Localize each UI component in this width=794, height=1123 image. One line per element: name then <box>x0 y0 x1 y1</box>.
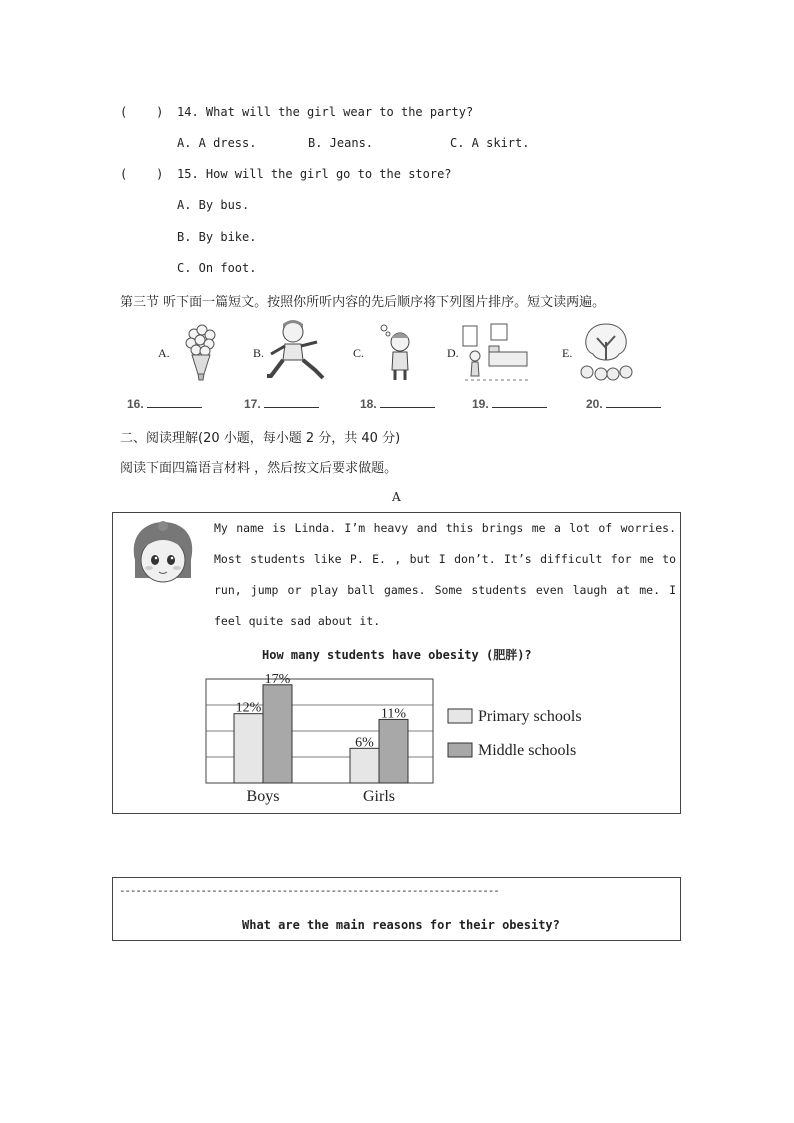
picture-letter-c: C. <box>353 346 365 360</box>
obesity-bar-chart <box>195 672 615 812</box>
bar-data-label: 11% <box>380 706 407 722</box>
picture-letter-b: B. <box>253 346 265 360</box>
q14-option-c: C. A skirt. <box>450 136 530 150</box>
blank-17[interactable] <box>244 397 319 411</box>
q15-option-c: C. On foot. <box>177 261 257 275</box>
flower-bouquet-icon <box>180 322 222 384</box>
legend-label: Middle schools <box>478 742 577 759</box>
reading-instruction: 阅读下面四篇语言材料 ，然后按文后要求做题。 <box>120 461 398 476</box>
reading-heading: 二、阅读理解(20 小题，每小题 2 分，共 40 分) <box>120 431 401 446</box>
divider-dashes: ---------------------------------------------------------------------- <box>119 884 499 897</box>
answer-line[interactable] <box>606 397 661 408</box>
bar-data-label: 17% <box>264 672 291 687</box>
sick-boy-icon <box>376 320 416 384</box>
girl-face-icon <box>127 520 199 588</box>
tree-family-icon <box>575 320 637 386</box>
messy-bedroom-icon <box>461 322 533 384</box>
passage-label: A <box>392 490 401 504</box>
picture-letter-e: E. <box>562 346 573 360</box>
answer-line[interactable] <box>147 397 202 408</box>
q14-option-b: B. Jeans. <box>308 136 374 150</box>
bar-data-label: 12% <box>235 700 262 716</box>
chart-question: How many students have obesity (肥胖)? <box>262 648 532 662</box>
kungfu-boy-icon <box>265 318 327 384</box>
blank-label: 16. <box>127 397 144 411</box>
blank-19[interactable] <box>472 397 547 411</box>
blank-18[interactable] <box>360 397 435 411</box>
blank-label: 18. <box>360 397 377 411</box>
bar-girls-primary <box>350 748 379 783</box>
section3-instruction: 第三节 听下面一篇短文。按照你所听内容的先后顺序将下列图片排序。短文读两遍。 <box>120 295 606 310</box>
legend-label: Primary schools <box>478 708 582 725</box>
chart-bars <box>234 685 408 783</box>
bar-boys-primary <box>234 714 263 783</box>
answer-line[interactable] <box>264 397 319 408</box>
q15-option-b: B. By bike. <box>177 230 257 244</box>
legend-swatch <box>448 743 472 757</box>
category-label: Girls <box>363 788 395 805</box>
q14-option-a: A. A dress. <box>177 136 257 150</box>
q15-option-a: A. By bus. <box>177 198 250 212</box>
answer-line[interactable] <box>492 397 547 408</box>
q15-paren: ( ) <box>120 167 164 181</box>
answer-line[interactable] <box>380 397 435 408</box>
blank-16[interactable] <box>127 397 202 411</box>
q15-stem: 15. How will the girl go to the store? <box>177 167 452 181</box>
picture-letter-d: D. <box>447 346 459 360</box>
blank-label: 19. <box>472 397 489 411</box>
passage-paragraph: My name is Linda. I’m heavy and this brings me a lot of worries. Most students like P. E. , but I don’t. It’s difficult for me to run, jump or play ball games. Some students even laugh at me. I feel quite sad about it. <box>214 521 676 628</box>
blank-label: 17. <box>244 397 261 411</box>
bar-boys-middle <box>263 685 292 783</box>
second-question: What are the main reasons for their obesity? <box>242 918 560 932</box>
category-label: Boys <box>246 788 280 805</box>
legend-swatch <box>448 709 472 723</box>
q14-stem: 14. What will the girl wear to the party? <box>177 105 474 119</box>
q14-paren: ( ) <box>120 105 164 119</box>
picture-letter-a: A. <box>158 346 170 360</box>
bar-girls-middle <box>379 719 408 783</box>
chart-legend <box>448 708 582 759</box>
blank-20[interactable] <box>586 397 661 411</box>
blank-label: 20. <box>586 397 603 411</box>
bar-data-label: 6% <box>355 735 374 751</box>
